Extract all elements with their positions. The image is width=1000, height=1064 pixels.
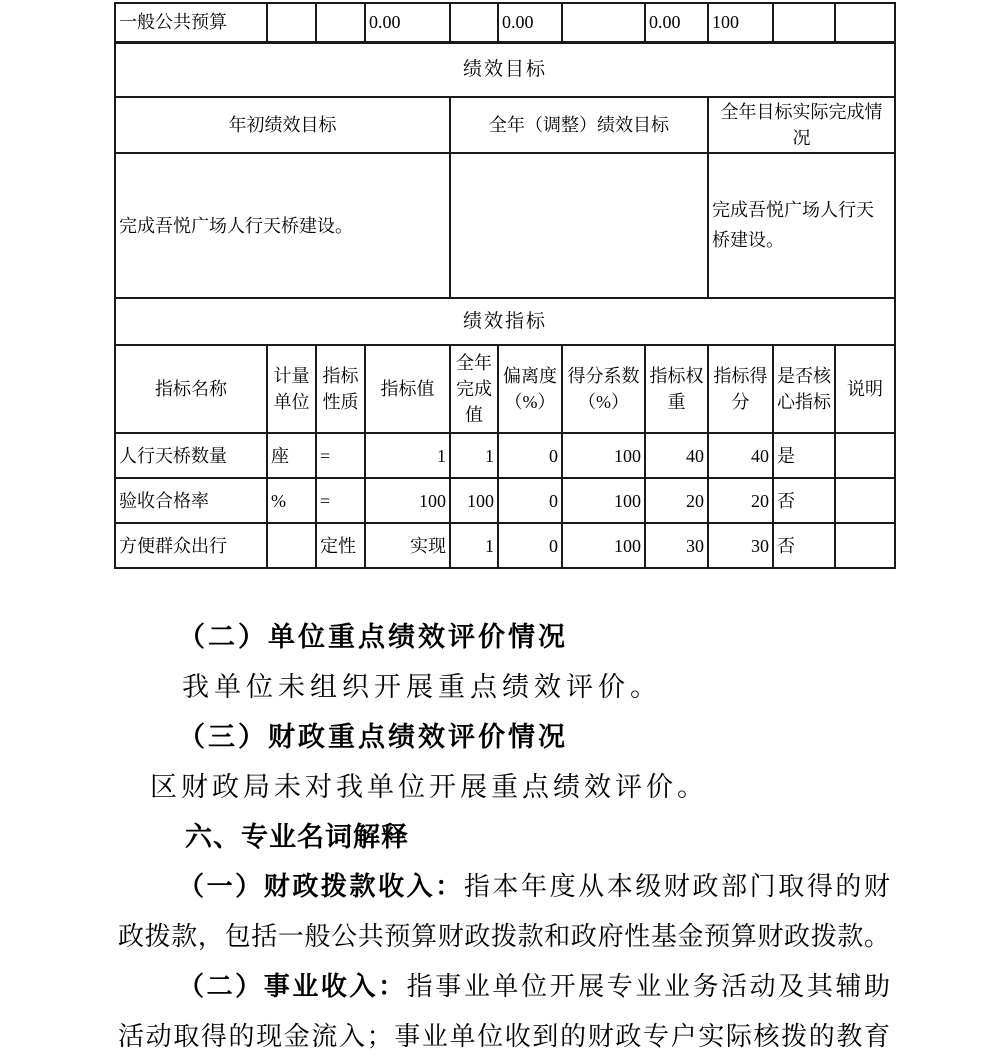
goal-cell-initial: 完成吾悦广场人行天桥建设。: [115, 153, 450, 298]
indicator-nature: =: [316, 433, 365, 478]
col-header-weight: 指标权重: [645, 345, 708, 433]
budget-cell: 100: [708, 3, 773, 42]
indicators-section-title: 绩效指标: [115, 298, 895, 345]
indicator-weight: 40: [645, 433, 708, 478]
budget-cell: 0.00: [365, 3, 450, 42]
term-business-income: （二）事业收入：: [178, 972, 407, 1001]
col-header-unit: 计量单位: [267, 345, 316, 433]
indicator-name: 方便群众出行: [115, 523, 267, 568]
indicator-row: [115, 478, 895, 523]
indicator-core: 否: [773, 478, 835, 523]
indicator-row: [115, 433, 895, 478]
indicator-nature: =: [316, 478, 365, 523]
indicator-nature: 定性: [316, 523, 365, 568]
indicator-coefficient: 100: [562, 523, 645, 568]
term-fiscal-income: （一）财政拨款收入：: [178, 872, 464, 901]
col-header-name: 指标名称: [115, 345, 267, 433]
goal-cell-adjusted: [450, 153, 708, 298]
indicator-coefficient: 100: [562, 433, 645, 478]
indicator-weight: 30: [645, 523, 708, 568]
indicator-completed: 1: [450, 523, 498, 568]
goal-cell-actual: 完成吾悦广场人行天桥建设。: [708, 153, 895, 298]
goal-header-initial: 年初绩效目标: [115, 97, 450, 153]
definition-text: 指本年度从本级财政部门取得的财: [463, 872, 890, 901]
budget-cell: 0.00: [645, 3, 708, 42]
paragraph-finance-evaluation: 区财政局未对我单位开展重点绩效评价。: [150, 772, 708, 802]
subheading-finance-evaluation: （三）财政重点绩效评价情况: [178, 722, 568, 752]
budget-cell: [835, 3, 895, 42]
budget-cell: [450, 3, 498, 42]
goals-section-title: 绩效目标: [115, 42, 895, 97]
indicator-row: [115, 523, 895, 568]
budget-cell: [316, 3, 365, 42]
col-header-nature: 指标性质: [316, 345, 365, 433]
indicator-core: 否: [773, 523, 835, 568]
definition-text: 指事业单位开展专业业务活动及其辅助: [406, 972, 890, 1001]
goal-header-adjusted: 全年（调整）绩效目标: [450, 97, 708, 153]
goals-header-row: [115, 97, 895, 153]
indicator-note: [835, 523, 895, 568]
indicator-unit: [267, 523, 316, 568]
budget-cell: [773, 3, 835, 42]
indicator-deviation: 0: [498, 478, 562, 523]
goals-section-row: [115, 42, 895, 97]
indicators-header-row: [115, 345, 895, 433]
heading-terms: 六、专业名词解释: [185, 822, 409, 852]
indicator-target: 1: [365, 433, 450, 478]
indicator-name: 人行天桥数量: [115, 433, 267, 478]
indicator-unit: %: [267, 478, 316, 523]
goals-content-row: [115, 153, 895, 298]
paragraph-unit-evaluation: 我单位未组织开展重点绩效评价。: [182, 672, 662, 702]
paragraph-fiscal-income-line1: [118, 862, 890, 912]
col-header-target: 指标值: [365, 345, 450, 433]
indicator-unit: 座: [267, 433, 316, 478]
col-header-note: 说明: [835, 345, 895, 433]
indicator-score: 30: [708, 523, 773, 568]
paragraph-business-income-line2: 活动取得的现金流入；事业单位收到的财政专户实际核拨的教育: [118, 1022, 890, 1051]
paragraph-fiscal-income-line2: 政拨款，包括一般公共预算财政拨款和政府性基金预算财政拨款。: [118, 922, 890, 951]
budget-cell: [562, 3, 645, 42]
indicator-weight: 20: [645, 478, 708, 523]
budget-cell: 0.00: [498, 3, 562, 42]
budget-row: [115, 3, 895, 42]
indicator-note: [835, 433, 895, 478]
col-header-completed: 全年完成值: [450, 345, 498, 433]
indicator-note: [835, 478, 895, 523]
body-text: [118, 612, 890, 1062]
budget-row-label: 一般公共预算: [115, 3, 267, 42]
indicator-coefficient: 100: [562, 478, 645, 523]
indicator-completed: 100: [450, 478, 498, 523]
indicator-target: 100: [365, 478, 450, 523]
subheading-unit-evaluation: （二）单位重点绩效评价情况: [178, 622, 568, 652]
paragraph-business-income-line1: [118, 962, 890, 1012]
indicator-core: 是: [773, 433, 835, 478]
indicator-score: 40: [708, 433, 773, 478]
col-header-coefficient: 得分系数（%）: [562, 345, 645, 433]
indicator-name: 验收合格率: [115, 478, 267, 523]
col-header-score: 指标得分: [708, 345, 773, 433]
indicators-section-row: [115, 298, 895, 345]
indicator-deviation: 0: [498, 433, 562, 478]
indicator-completed: 1: [450, 433, 498, 478]
col-header-core: 是否核心指标: [773, 345, 835, 433]
indicator-deviation: 0: [498, 523, 562, 568]
indicator-score: 20: [708, 478, 773, 523]
budget-cell: [267, 3, 316, 42]
col-header-deviation: 偏离度（%）: [498, 345, 562, 433]
goal-header-actual: 全年目标实际完成情况: [708, 97, 895, 153]
indicator-target: 实现: [365, 523, 450, 568]
performance-table: [114, 2, 896, 569]
